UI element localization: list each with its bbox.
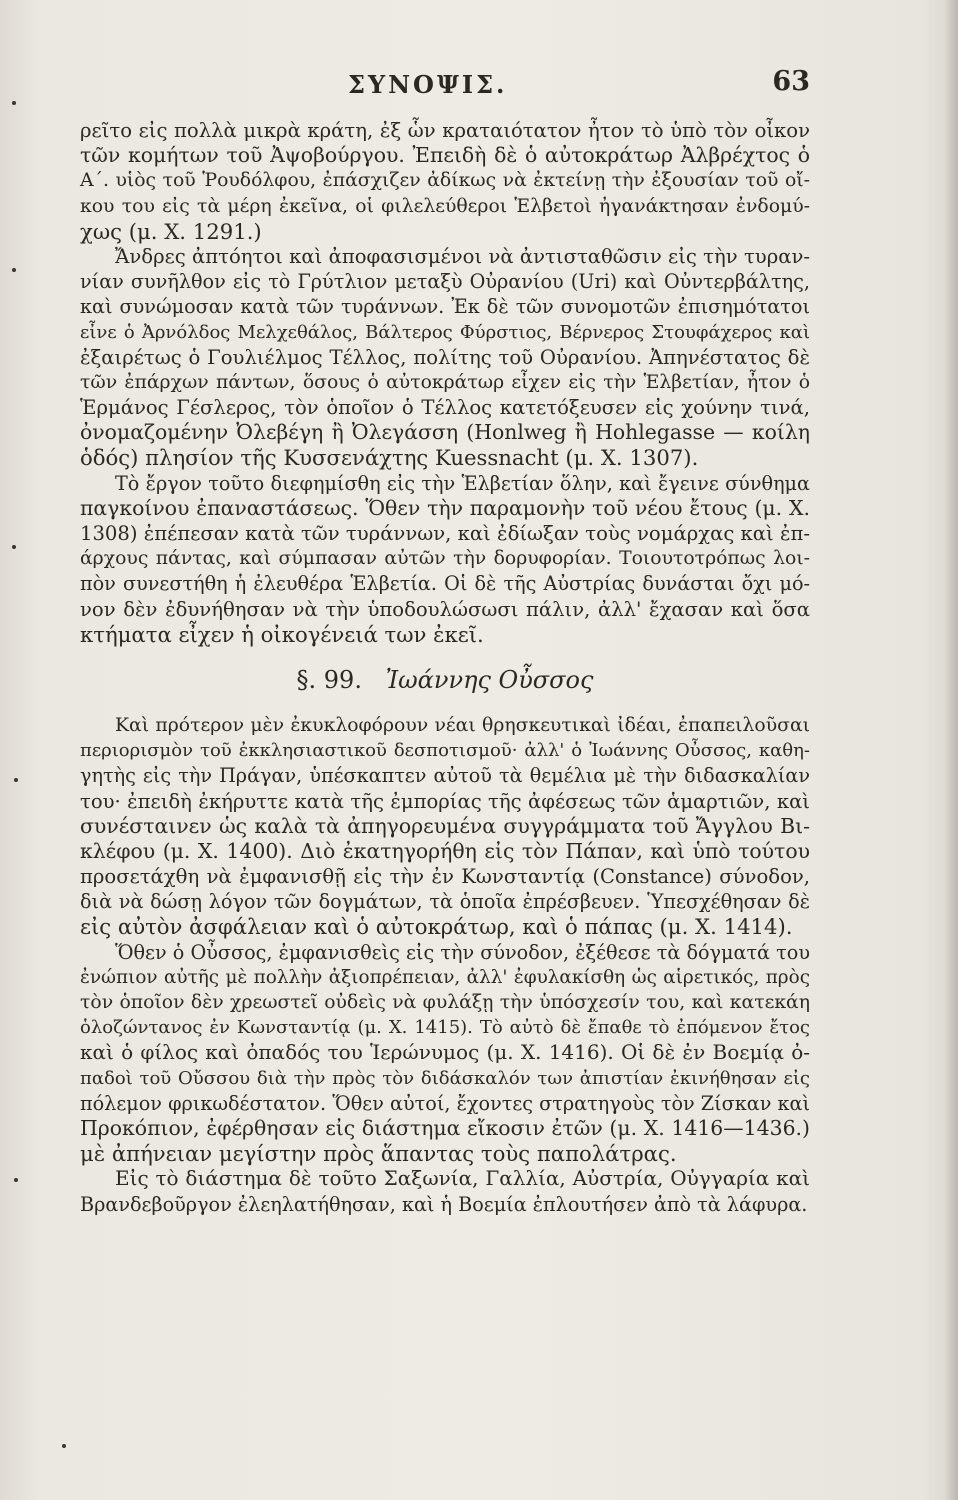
spacer bbox=[80, 702, 810, 713]
section-number: §. 99. bbox=[296, 665, 362, 694]
text-line: Βρανδεβοῦργον ἐλεηλατήθησαν, καὶ ἡ Βοεμία ἐπλουτήσεν ἀπὸ τὰ λάφυρα. bbox=[80, 1192, 808, 1216]
ink-speck bbox=[12, 545, 16, 549]
text-line: τὸν ὁποῖον δὲν χρεωστεῖ οὐδεὶς νὰ φυλάξῃ τὴν ὑπόσχεσίν του, καὶ κατεκάη bbox=[80, 992, 810, 1013]
text-line: κου του εἰς τὰ μέρη ἐκεῖνα, οἱ φιλελεύθεροι Ἑλβετοὶ ἠγανάκτησαν ἐνδομύ- bbox=[80, 195, 810, 217]
text-line: διὰ νὰ δώσῃ λόγον τῶν δογμάτων, τὰ ὁποῖα ἐπρέσβευεν. Ὑπεσχέθησαν δὲ bbox=[80, 890, 810, 914]
text-line: νον δὲν ἐδυνήθησαν νὰ τὴν ὑποδουλώσωσι πάλιν, ἀλλ' ἔχασαν καὶ ὅσα bbox=[80, 597, 810, 621]
paragraph bbox=[80, 713, 810, 940]
paragraph bbox=[80, 118, 810, 244]
paragraph bbox=[80, 244, 810, 471]
ink-speck bbox=[12, 101, 16, 105]
text-line: ἐξαιρέτως ὁ Γουλιέλμος Τέλλος, πολίτης τοῦ Οὐρανίου. Ἀπηνέστατος δὲ bbox=[80, 345, 810, 369]
paragraph bbox=[80, 940, 810, 1167]
section-title: Ἰωάννης Οὖσσος bbox=[385, 665, 594, 694]
text-line: εἰς αὐτὸν ἀσφάλειαν καὶ ὁ αὐτοκράτωρ, καὶ ὁ πάπας (μ. Χ. 1414). bbox=[80, 914, 793, 940]
text-line: ὀνομαζομένην Ὀλεβέγη ἢ Ὀλεγάσση (Honlweg ἢ Hohlegasse — κοίλη bbox=[80, 420, 810, 445]
text-line: κλέφου (μ. Χ. 1400). Διὸ ἐκατηγορήθη εἰς τὸν Πάπαν, καὶ ὑπὸ τούτου bbox=[80, 838, 810, 863]
ink-speck bbox=[14, 1178, 18, 1182]
paragraph bbox=[80, 1166, 810, 1216]
text-line: τῶν κομήτων τοῦ Ἀψοβούργου. Ἐπειδὴ δὲ ὁ αὐτοκράτωρ Ἀλβρέχτος ὁ bbox=[80, 143, 810, 168]
text-line: καὶ ὁ φίλος καὶ ὀπαδός του Ἱερώνυμος (μ. Χ. 1416). Οἱ δὲ ἐν Βοεμίᾳ ὀ- bbox=[80, 1040, 810, 1065]
spacer bbox=[80, 647, 810, 658]
text-line: γητὴς εἰς τὴν Πράγαν, ὑπέσκαπτεν αὐτοῦ τὰ θεμέλια μὲ τὴν διδασκαλίαν bbox=[80, 764, 810, 788]
text-line: του· ἐπειδὴ ἐκήρυττε κατὰ τῆς ἐμπορίας τῆς ἀφέσεως τῶν ἁμαρτιῶν, καὶ bbox=[80, 789, 810, 813]
text-line: εἶνε ὁ Ἀρνόλδος Μελχεθάλος, Βάλτερος Φύρστιος, Βέρνερος Στουφάχερος καὶ bbox=[80, 321, 810, 343]
text-line: προσετάχθη νὰ ἐμφανισθῇ εἰς τὴν ἐν Κωνσταντίᾳ (Constance) σύνοδον, bbox=[80, 865, 810, 889]
text-line: χως (μ. Χ. 1291.) bbox=[80, 218, 262, 244]
ink-speck bbox=[62, 1444, 66, 1448]
text-line: Ὅθεν ὁ Οὖσσος, ἐμφανισθεὶς εἰς τὴν σύνοδον, ἐξέθεσε τὰ δόγματά του bbox=[115, 940, 810, 964]
text-block bbox=[80, 118, 810, 1217]
text-line: νίαν συνῆλθον εἰς τὸ Γρύτλιον μεταξὺ Οὐρανίου (Uri) καὶ Οὐντερβάλτης, bbox=[80, 270, 810, 294]
text-line: καὶ συνώμοσαν κατὰ τῶν τυράννων. Ἐκ δὲ τῶν συνομοτῶν ἐπισημότατοι bbox=[80, 295, 810, 319]
text-line: πόλεμον φρικωδέστατον. Ὅθεν αὐτοί, ἔχοντες στρατηγοὺς τὸν Ζίσκαν καὶ bbox=[80, 1091, 810, 1115]
text-line: μὲ ἀπήνειαν μεγίστην πρὸς ἅπαντας τοὺς παπολάτρας. bbox=[80, 1141, 677, 1167]
page-header bbox=[80, 64, 810, 104]
text-line: ἐνώπιον αὐτῆς μὲ πολλὴν ἀξιοπρέπειαν, ἀλλ' ἐφυλακίσθη ὡς αἱρετικός, πρὸς bbox=[80, 966, 810, 988]
text-line: άρχους πάντας, καὶ σύμπασαν αὐτῶν τὴν δορυφορίαν. Τοιουτοτρόπως λοι- bbox=[80, 548, 810, 570]
text-line: Ἑρμάνος Γέσλερος, τὸν ὁποῖον ὁ Τέλλος κατετόξευσεν εἰς χούνην τινά, bbox=[80, 396, 810, 420]
running-head: ΣΥΝΟΨΙΣ. bbox=[348, 70, 508, 99]
paragraph bbox=[80, 471, 810, 647]
text-line: Εἰς τὸ διάστημα δὲ τοῦτο Σαξωνία, Γαλλία, Αὐστρία, Οὐγγαρία καὶ bbox=[115, 1166, 810, 1191]
text-line: τῶν ἐπάρχων πάντων, ὅσους ὁ αὐτοκράτωρ εἶχεν εἰς τὴν Ἑλβετίαν, ἦτον ὁ bbox=[80, 371, 810, 393]
text-line: Α΄. υἱὸς τοῦ Ῥουδόλφου, ἐπάσχιζεν ἀδίκως νὰ ἐκτείνῃ τὴν ἐξουσίαν τοῦ οἴ- bbox=[80, 170, 810, 192]
section-heading bbox=[80, 658, 810, 702]
text-line: ρεῖτο εἰς πολλὰ μικρὰ κράτη, ἐξ ὧν κραταιότατον ἦτον τὸ ὑπὸ τὸν οἶκον bbox=[80, 119, 810, 142]
text-line: ὁδός) πλησίον τῆς Κυσσενάχτης Kuessnacht (μ. Χ. 1307). bbox=[80, 445, 699, 471]
page-number: 63 bbox=[772, 66, 810, 97]
text-line: πὸν συνεστήθη ἡ ἐλευθέρα Ἑλβετία. Οἱ δὲ τῆς Αὐστρίας δυνάσται ὄχι μό- bbox=[80, 572, 810, 596]
text-line: περιορισμὸν τοῦ ἐκκλησιαστικοῦ δεσποτισμοῦ· ἀλλ' ὁ Ἰωάννης Οὖσσος, καθη- bbox=[80, 740, 810, 762]
text-line: κτήματα εἶχεν ἡ οἰκογένειά των ἐκεῖ. bbox=[80, 621, 484, 647]
page-edge-shadow bbox=[944, 0, 958, 1500]
text-line: Τὸ ἔργον τοῦτο διεφημίσθη εἰς τὴν Ἑλβετίαν ὅλην, καὶ ἔγεινε σύνθημα bbox=[115, 471, 810, 495]
text-line: 1308) ἐπέπεσαν κατὰ τῶν τυράννων, καὶ ἐδίωξαν τοὺς νομάρχας καὶ ἐπ- bbox=[80, 522, 810, 545]
text-line: ὁλοζώντανος ἐν Κωνσταντίᾳ (μ. Χ. 1415). Τὸ αὐτὸ δὲ ἔπαθε τὸ ἐπόμενον ἔτος bbox=[80, 1017, 810, 1039]
text-line: παγκοίνου ἐπαναστάσεως. Ὅθεν τὴν παραμονὴν τοῦ νέου ἔτους (μ. Χ. bbox=[80, 495, 810, 520]
text-line: Προκόπιον, ἐφέρθησαν εἰς διάστημα εἴκοσιν ἐτῶν (μ. Χ. 1416—1436.) bbox=[80, 1115, 810, 1140]
ink-speck bbox=[14, 778, 18, 782]
text-line: παδοὶ τοῦ Οὔσσου διὰ τὴν πρὸς τὸν διδάσκαλόν των ἀπιστίαν ἐκινήθησαν εἰς bbox=[80, 1067, 810, 1089]
text-line: Ἄνδρες ἀπτόητοι καὶ ἀποφασισμένοι νὰ ἀντισταθῶσιν εἰς τὴν τυραν- bbox=[115, 244, 810, 268]
ink-speck bbox=[12, 268, 16, 272]
text-line: συνέσταινεν ὡς καλὰ τὰ ἀπηγορευμένα συγγράμματα τοῦ Ἄγγλου Βι- bbox=[80, 813, 810, 838]
text-line: Καὶ πρότερον μὲν ἐκυκλοφόρουν νέαι θρησκευτικαὶ ἰδέαι, ἐπαπειλοῦσαι bbox=[115, 714, 810, 736]
